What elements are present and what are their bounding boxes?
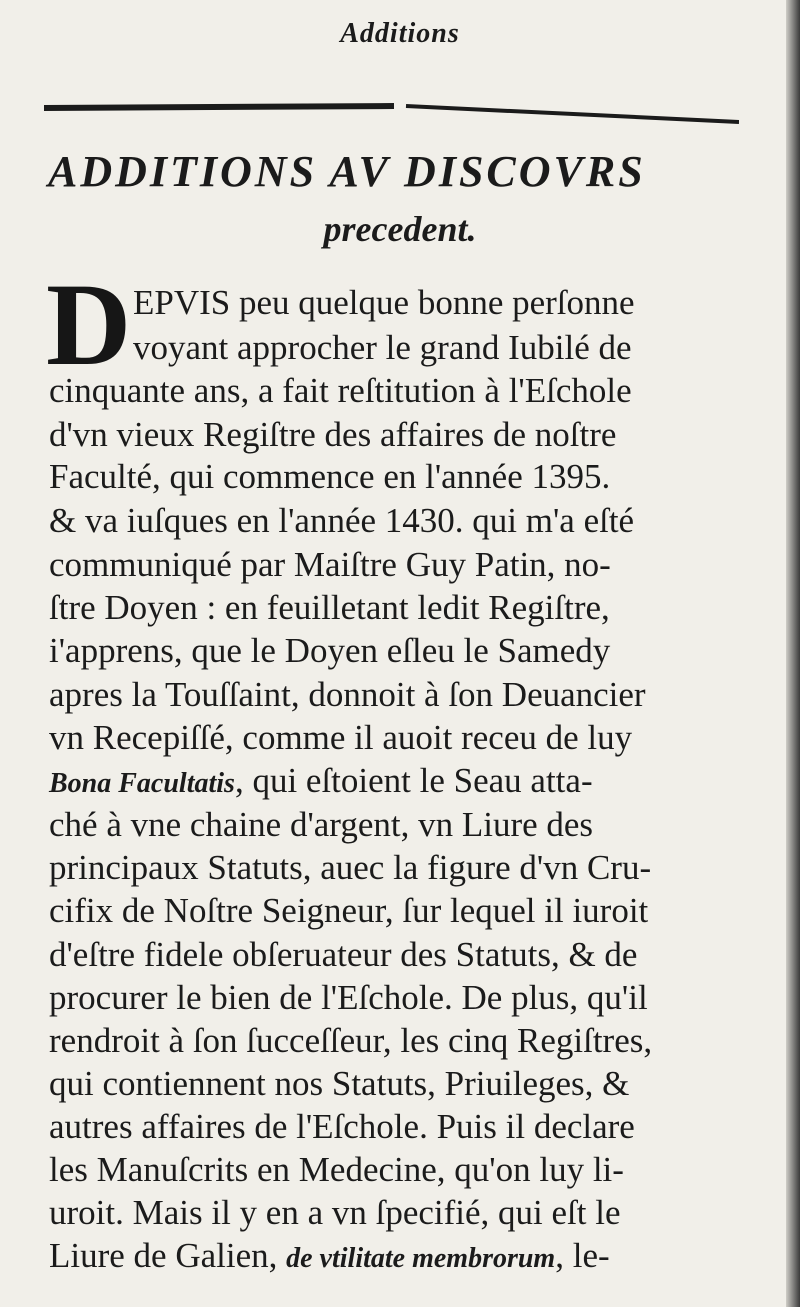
text-line: ſtre Doyen : en feuilletant ledit Regiſtre, bbox=[49, 588, 610, 627]
drop-cap: D bbox=[46, 259, 132, 390]
text-line: d'eſtre fidele obſeruateur des Statuts, & de bbox=[49, 935, 638, 974]
text-line: d'vn vieux Regiſtre des affaires de noſtre bbox=[49, 415, 617, 454]
text-segment: , qui eſtoient le Seau atta- bbox=[234, 761, 593, 800]
text-line: qui contiennent nos Statuts, Priuileges, & bbox=[49, 1064, 630, 1103]
section-title: ADDITIONS AV DISCOVRS bbox=[48, 147, 646, 196]
text-segment: , le- bbox=[555, 1236, 610, 1275]
text-line bbox=[49, 1236, 610, 1279]
text-line: Faculté, qui commence en l'année 1395. bbox=[49, 457, 611, 496]
latin-phrase: Bona Facultatis bbox=[49, 768, 235, 799]
text-line: procurer le bien de l'Eſchole. De plus, qu'il bbox=[49, 978, 648, 1017]
header-rule bbox=[44, 100, 739, 126]
text-line: autres affaires de l'Eſchole. Puis il declare bbox=[49, 1107, 635, 1146]
text-line bbox=[49, 761, 593, 804]
text-line: communiqué par Maiſtre Guy Patin, no- bbox=[49, 545, 611, 584]
text-segment: Liure de Galien, bbox=[49, 1236, 287, 1275]
text-line: principaux Statuts, auec la figure d'vn Cru- bbox=[49, 848, 652, 887]
text-line: cifix de Noſtre Seigneur, ſur lequel il iuroit bbox=[49, 891, 649, 930]
scan-edge bbox=[786, 0, 800, 1307]
text-line: cinquante ans, a fait reſtitution à l'Eſchole bbox=[49, 371, 632, 410]
latin-phrase: de vtilitate membrorum bbox=[286, 1243, 556, 1274]
section-subtitle: precedent. bbox=[323, 209, 477, 249]
text-line: i'apprens, que le Doyen eſleu le Samedy bbox=[49, 631, 611, 670]
running-head: Additions bbox=[340, 18, 460, 49]
text-line: voyant approcher le grand Iubilé de bbox=[133, 328, 632, 367]
text-line: les Manuſcrits en Medecine, qu'on luy li- bbox=[49, 1150, 624, 1189]
text-line: vn Recepiſſé, comme il auoit receu de luy bbox=[49, 718, 633, 757]
text-line: ché à vne chaine d'argent, vn Liure des bbox=[49, 805, 594, 844]
text-line: EPVIS peu quelque bonne perſonne bbox=[133, 283, 635, 322]
text-line: & va iuſques en l'année 1430. qui m'a eſté bbox=[49, 501, 635, 540]
text-line: rendroit à ſon ſucceſſeur, les cinq Regiſtres, bbox=[49, 1021, 653, 1060]
text-line: apres la Touſſaint, donnoit à ſon Deuancier bbox=[49, 675, 646, 714]
text-line: uroit. Mais il y en a vn ſpecifié, qui eſt le bbox=[49, 1193, 621, 1232]
